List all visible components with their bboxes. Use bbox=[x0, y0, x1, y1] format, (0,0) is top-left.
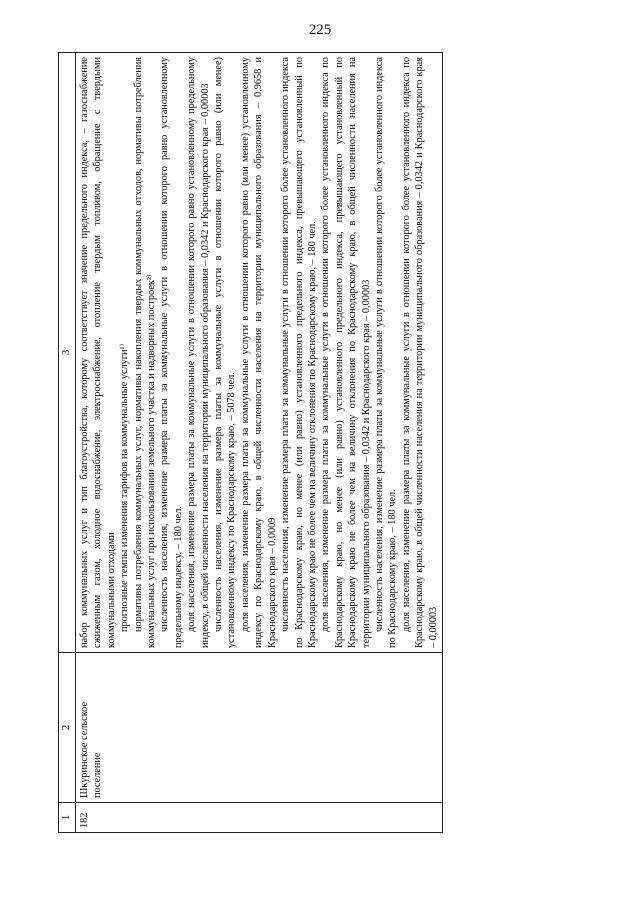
row-number: 182 bbox=[76, 803, 443, 833]
settlement-table bbox=[58, 52, 443, 833]
rotated-table-container bbox=[58, 53, 578, 833]
page-number: 225 bbox=[308, 22, 332, 38]
paragraph-utility-set: набор коммунальных услуг и тип благоустройства, которому соответствует значение предельного индекса, – газоснабжение сжиженным газом, холодное водоснабжение, электроснабжение, отопление твердым топливом, обращение с твердыми коммунальными отходами bbox=[79, 57, 117, 648]
paragraph-share-equal: доля населения, изменение размера платы за коммунальные услуги в отношении которого равно установленному предельному индексу, в общей численности населения на территории муниципального образования – 0,0342 и Краснодарского края – 0,00003 bbox=[186, 57, 211, 648]
table-row bbox=[76, 53, 443, 833]
column-header-3: 3 bbox=[59, 53, 76, 653]
paragraph-share-between: доля населения, изменение размера платы за коммунальные услуги в отношении которого более установленного индекса по Краснодарскому краю, но менее (или равно) установленного предельного индекса, превышающего установленный по Краснодарскому краю не более чем на величину отклонения по Краснодарскому краю, в общей численности населения на территории муниципального образования – 0,0342 и Краснодарского края – 0,00003 bbox=[320, 57, 372, 648]
settlement-name: Шкуринское сельское поселение bbox=[76, 653, 443, 803]
paragraph-population-above: численность населения, изменение размера платы за коммунальные услуги в отношении которого более установленного индекса по Краснодарскому краю, – 180 чел. bbox=[373, 57, 399, 648]
paragraph-population-equal: численность населения, изменение размера платы за коммунальные услуги в отношении которого равно установленному предельному индексу, – 180 чел. bbox=[159, 57, 184, 648]
paragraph-share-above: доля населения, изменение размера платы за коммунальные услуги в отношении которого более установленного индекса по Краснодарскому краю, в общей численности населения на территории муниципального образования – 0,0342 и Краснодарского края – 0,00003 bbox=[400, 57, 439, 648]
paragraph-tariff-rates: прогнозные темпы изменения тарифов на коммунальные услуги¹⁾ bbox=[119, 343, 131, 632]
paragraph-share-le-regional: доля населения, изменение размера платы за коммунальные услуги в отношении которого равно (или менее) установленному индексу по Краснодарскому краю, в общей численности населения на территории муниципального образования – 0,9658 и Краснодарского края – 0,0009 bbox=[239, 57, 278, 648]
description-cell bbox=[76, 53, 443, 653]
paragraph-consumption-norms: нормативы потребления коммунальных услуг, нормативы накопления твердых коммунальных отходов, нормативы потребления коммунальных услуг при использовании земельного участка и надворных построек²⁾ bbox=[132, 57, 158, 648]
column-header-2: 2 bbox=[59, 653, 76, 803]
table-header-row bbox=[59, 53, 76, 833]
column-header-1: 1 bbox=[59, 803, 76, 833]
paragraph-population-le-regional: численность населения, изменение размера платы за коммунальные услуги в отношении которого равно (или менее) установленному индексу по Краснодарскому краю, – 5078 чел. bbox=[213, 57, 238, 648]
paragraph-population-between: численность населения, изменение размера платы за коммунальные услуги в отношении которого более установленного индекса по Краснодарскому краю, но менее (или равно) установленного предельного индекса, превышающего установленный по Краснодарскому краю не более чем на величину отклонения по Краснодарскому краю, – 180 чел. bbox=[280, 57, 318, 648]
